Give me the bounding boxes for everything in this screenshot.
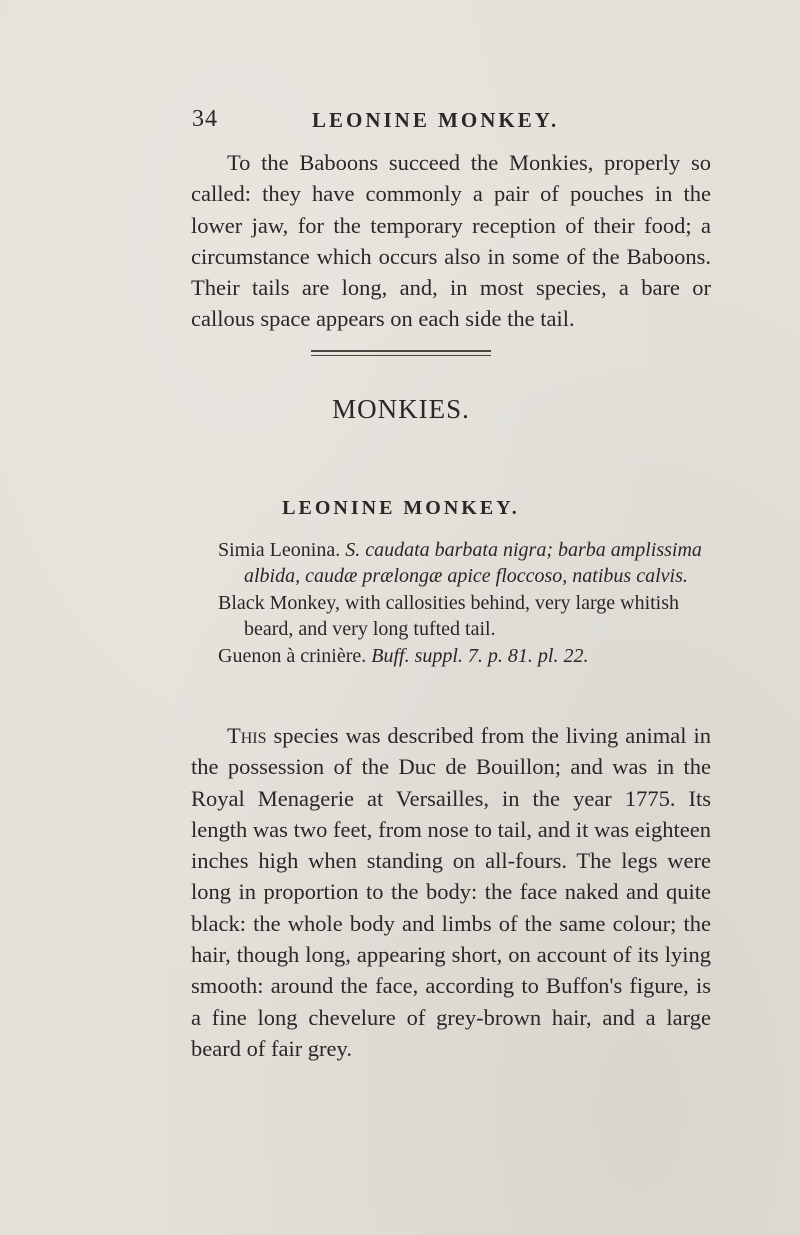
page-number: 34 bbox=[192, 106, 218, 132]
french-reference: Buff. suppl. 7. p. 81. pl. 22. bbox=[371, 645, 589, 667]
synonymy-block bbox=[218, 537, 723, 670]
body-paragraph-lead: This bbox=[227, 723, 267, 748]
latin-name: Simia Leonina. bbox=[218, 539, 341, 561]
body-paragraph bbox=[191, 720, 711, 1064]
body-paragraph-text: species was described from the living animal in the possession of the Duc de Bouillon; and was in the Royal Menagerie at Versailles, in the year 1775. Its length was two feet, from nose to tail, and it was eighteen inches high when standing on all-fours. The legs were long in proportion to the body: the face naked and quite black: the whole body and limbs of the same colour; the hair, though long, appearing short, on account of its lying smooth: around the face, according to Buffon's figure, is a fine long chevelure of grey-brown hair, and a large beard of fair grey. bbox=[191, 723, 711, 1061]
synonymy-english bbox=[218, 590, 723, 642]
intro-paragraph-block bbox=[191, 147, 711, 335]
species-title: LEONINE MONKEY. bbox=[282, 497, 520, 519]
running-head bbox=[192, 106, 712, 140]
intro-paragraph: To the Baboons succeed the Monkies, properly so called: they have commonly a pair of pouches in the lower jaw, for the temporary reception of their food; a circumstance which occurs also in some of the Baboons. Their tails are long, and, in most species, a bare or callous space appears on each side the tail. bbox=[191, 150, 711, 332]
french-name: Guenon à crinière. bbox=[218, 645, 367, 667]
section-divider bbox=[311, 350, 491, 352]
synonymy-french bbox=[218, 643, 723, 669]
latin-description: S. caudata barbata nigra; barba amplissima albida, caudæ prælongæ apice floccoso, natibus calvis. bbox=[244, 539, 702, 587]
synonymy-latin bbox=[218, 537, 723, 589]
section-title: MONKIES. bbox=[332, 394, 470, 424]
running-title: LEONINE MONKEY. bbox=[312, 108, 560, 132]
english-description: Black Monkey, with callosities behind, very large whitish beard, and very long tufted tail. bbox=[218, 592, 680, 640]
body-paragraph-block bbox=[191, 720, 711, 1064]
